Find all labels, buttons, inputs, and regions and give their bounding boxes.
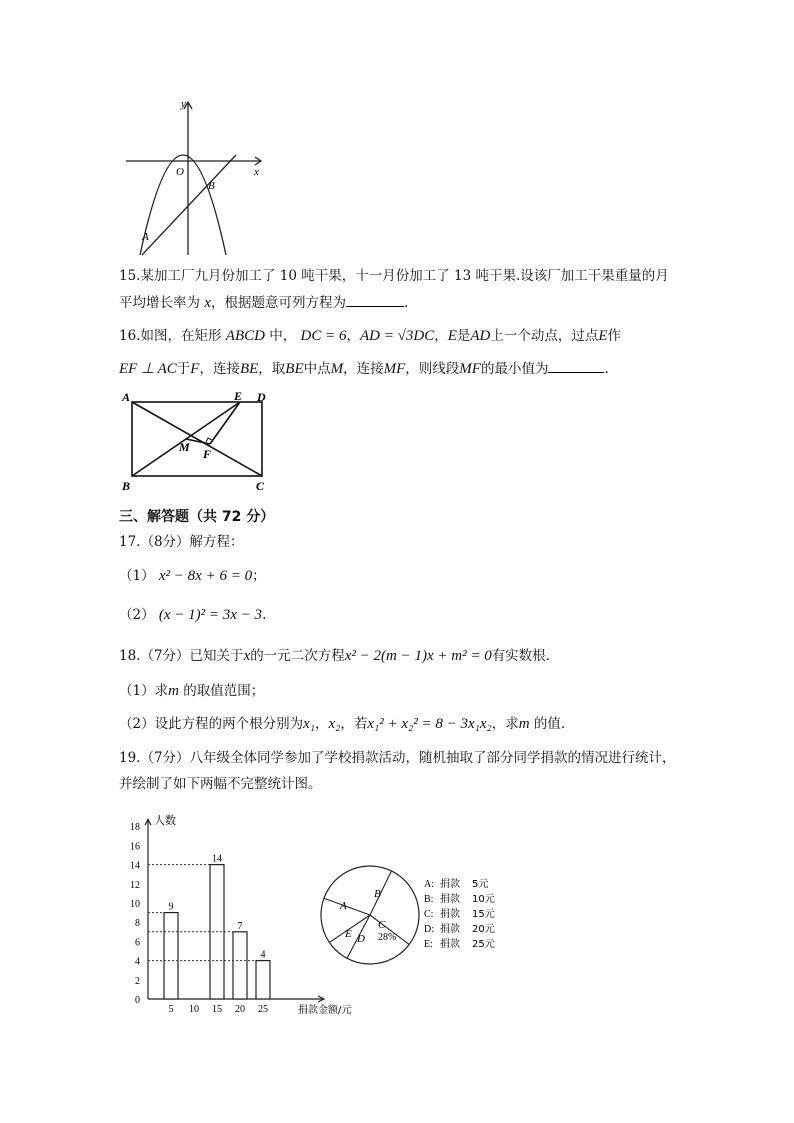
pie-legend-key: B: — [424, 894, 434, 905]
q19-line1: 19.（7分）八年级全体同学参加了学校捐款活动，随机抽取了部分同学捐款的情况进行统计， — [119, 750, 676, 766]
segment-ef — [210, 402, 240, 444]
bar-x-tick-label: 15 — [212, 1004, 222, 1015]
q16-line1: 16.如图，在矩形 ABCD 中， DC = 6，AD = √3DC，E是AD上一个动点，过点E作 — [119, 328, 622, 344]
q18-part2: （2）设此方程的两个根分别为x₁，x₂，若x₁² + x₂² = 8 − 3x₁x₂，求m 的值. — [119, 716, 566, 732]
pie-legend-amount: 25元 — [472, 939, 495, 950]
pie-legend-amount: 15元 — [472, 909, 495, 920]
pie-legend-amount: 10元 — [472, 894, 495, 905]
pie-slice-label-e: E — [345, 928, 352, 940]
q16-answer-blank[interactable] — [548, 358, 604, 373]
pie-slice-label-a: A — [340, 900, 347, 912]
y-axis-label: y — [181, 98, 186, 110]
label-d: D — [257, 390, 266, 404]
label-e: E — [234, 389, 243, 403]
q15-line2: 平均增长率为 x，根据题意可列方程为 . — [119, 292, 408, 313]
label-b: B — [122, 479, 131, 493]
parabola-figure — [118, 95, 278, 260]
pie-legend-text: 捐款 — [440, 879, 460, 890]
label-c: C — [256, 479, 265, 493]
bar-5 — [164, 913, 178, 999]
label-f: F — [203, 447, 212, 461]
pie-legend-amount: 20元 — [472, 924, 495, 935]
section-3-title: 三、解答题（共 72 分） — [119, 509, 275, 525]
bar-y-tick-label: 10 — [130, 899, 140, 910]
q15-answer-blank[interactable] — [346, 292, 404, 307]
pie-legend-text: 捐款 — [440, 939, 460, 950]
x-axis-label: x — [254, 166, 259, 178]
origin-label: O — [176, 166, 184, 178]
bar-value-label: 14 — [212, 853, 222, 865]
pie-legend-text: 捐款 — [440, 894, 460, 905]
bar-25 — [256, 961, 270, 999]
bar-y-tick-label: 4 — [135, 956, 140, 968]
bar-y-tick-label: 12 — [130, 879, 140, 891]
point-a-label: A — [142, 231, 149, 243]
bar-y-tick-label: 2 — [135, 975, 140, 987]
pie-legend-key: D: — [424, 924, 434, 935]
q19-line2: 并绘制了如下两幅不完整统计图。 — [119, 776, 322, 792]
q17-title: 17.（8分）解方程： — [119, 534, 244, 550]
pie-legend-text: 捐款 — [440, 924, 460, 935]
bar-y-tick-label: 0 — [135, 995, 140, 1006]
pie-legend-text: 捐款 — [440, 909, 460, 920]
rectangle-figure — [118, 388, 278, 498]
q16-line2: EF ⊥ AC于F，连接BE，取BE中点M，连接MF，则线段MF的最小值为 . — [119, 358, 609, 379]
q18-part1: （1）求m 的取值范围； — [119, 683, 265, 699]
bar-value-label: 4 — [260, 949, 266, 961]
bar-y-tick-label: 8 — [135, 918, 140, 930]
pie-legend-key: A: — [424, 879, 434, 890]
pie-legend-key: C: — [424, 909, 434, 920]
bar-y-tick-label: 18 — [130, 822, 140, 834]
pie-chart — [318, 862, 518, 968]
q17-part1: （1） x² − 8x + 6 = 0； — [119, 568, 266, 584]
bar-value-label: 7 — [237, 920, 243, 932]
bar-x-tick-label: 5 — [168, 1004, 174, 1015]
label-m: M — [179, 440, 190, 454]
pie-legend-amount: 5元 — [472, 879, 489, 890]
bar-x-tick-label: 10 — [189, 1004, 199, 1015]
bar-x-tick-label: 25 — [258, 1004, 268, 1015]
bar-x-tick-label: 20 — [235, 1004, 245, 1015]
pie-slice-label-b: B — [374, 888, 381, 900]
bar-y-tick-label: 16 — [130, 841, 140, 853]
label-a: A — [122, 390, 131, 404]
bar-y-tick-label: 6 — [135, 937, 140, 949]
bar-20 — [233, 932, 247, 999]
pie-slice-percent: 28% — [378, 932, 397, 943]
point-b-label: B — [208, 180, 215, 192]
q15-line1: 15.某加工厂九月份加工了 10 吨干果，十一月份加工了 13 吨干果.设该厂加工干果重量的月 — [119, 268, 669, 284]
q17-part2: （2） (x − 1)² = 3x − 3. — [119, 607, 267, 623]
bar-value-label: 9 — [168, 901, 174, 913]
pie-legend-key: E: — [424, 939, 433, 950]
pie-slice-label-d: D — [357, 933, 365, 945]
bar-y-tick-label: 14 — [130, 860, 140, 872]
line-ab — [142, 155, 236, 255]
pie-slice-label-c: C — [378, 919, 386, 931]
q18-stem: 18.（7分）已知关于x的一元二次方程x² − 2(m − 1)x + m² = 0有实数根. — [119, 648, 550, 664]
bar-x-axis-label: 捐款金额/元 — [298, 1005, 352, 1016]
bar-y-axis-label: 人数 — [154, 814, 176, 828]
diagonal-ac — [132, 402, 262, 476]
